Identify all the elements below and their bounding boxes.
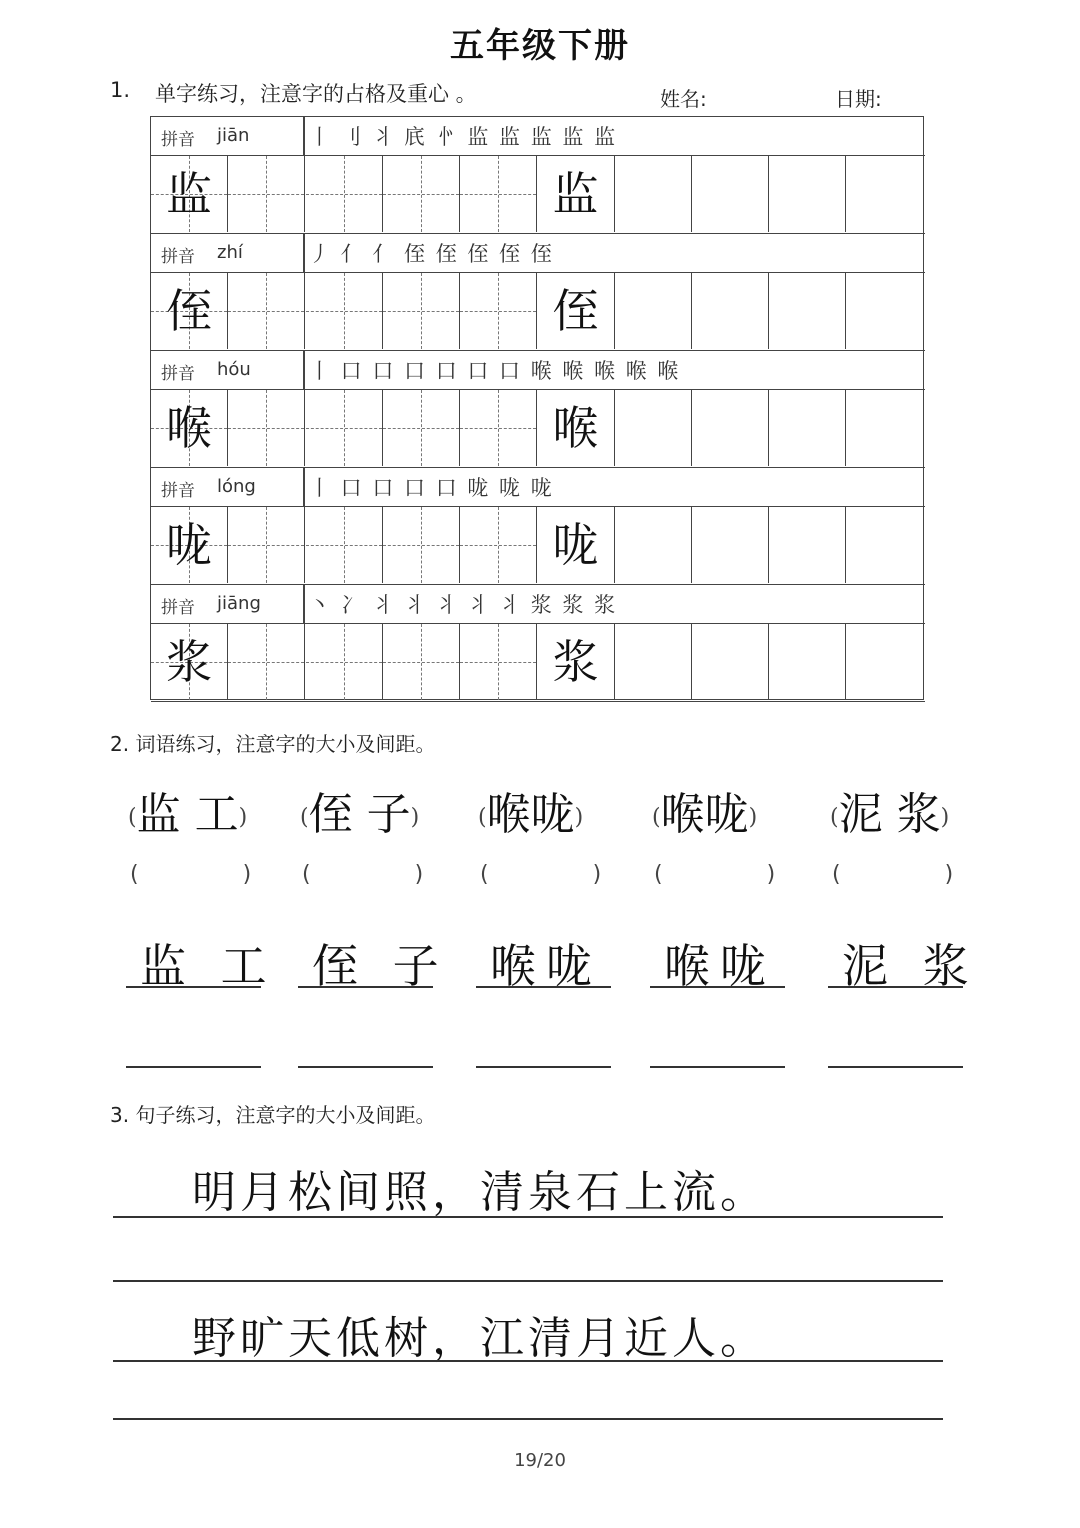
- writing-cell[interactable]: [151, 624, 228, 700]
- writing-cell[interactable]: [383, 273, 460, 349]
- pinyin-row: [151, 585, 925, 624]
- paren-open: (: [654, 862, 663, 887]
- pinyin-divider: [303, 351, 305, 389]
- word-writing-line[interactable]: [476, 986, 611, 988]
- name-label: 姓名:: [660, 87, 707, 111]
- cell-guide-horizontal: [460, 428, 536, 429]
- trace-character: 咙: [552, 518, 599, 572]
- writing-cell[interactable]: [383, 390, 460, 466]
- paren-close: ): [410, 805, 420, 830]
- word-with-parentheses: [478, 778, 583, 842]
- writing-cell[interactable]: [538, 390, 615, 466]
- section2-instruction: 2. 词语练习，注意字的大小及间距。: [110, 732, 436, 756]
- model-character: 喉: [166, 401, 212, 455]
- writing-cell[interactable]: [460, 390, 537, 466]
- sentence-writing-line[interactable]: [113, 1280, 943, 1282]
- pinyin-label: 拼音: [161, 598, 195, 618]
- model-character: 监: [166, 167, 212, 221]
- word-text: 喉咙: [486, 789, 575, 840]
- writing-cell[interactable]: [847, 507, 924, 583]
- blank-parentheses[interactable]: [480, 862, 601, 887]
- sentence-writing-line[interactable]: [113, 1216, 943, 1218]
- pinyin-divider: [303, 468, 305, 506]
- cell-guide-horizontal: [228, 662, 304, 663]
- paren-open: (: [832, 862, 841, 887]
- model-character: 侄: [166, 284, 212, 338]
- cell-guide-horizontal: [306, 662, 382, 663]
- stroke-order: 丶 冫 丬 丬 丬 丬 丬 浆 浆 浆: [309, 593, 618, 617]
- pinyin-value: zhí: [217, 242, 243, 263]
- word-writing-sample: 喉咙: [664, 939, 776, 993]
- writing-cell[interactable]: [151, 390, 228, 466]
- writing-cell[interactable]: [306, 624, 383, 700]
- trace-character: 监: [552, 167, 599, 221]
- character-row: [151, 507, 925, 585]
- word-writing-line[interactable]: [828, 986, 963, 988]
- cell-guide-horizontal: [306, 545, 382, 546]
- writing-cell[interactable]: [228, 156, 305, 232]
- writing-cell[interactable]: [769, 156, 846, 232]
- pinyin-value: jiān: [217, 125, 250, 146]
- writing-cell[interactable]: [306, 390, 383, 466]
- writing-cell[interactable]: [460, 273, 537, 349]
- word-text: 监 工: [136, 789, 239, 840]
- word-with-parentheses: [652, 778, 757, 842]
- cell-guide-horizontal: [306, 194, 382, 195]
- cell-guide-horizontal: [228, 311, 304, 312]
- stroke-order: 丿 亻 亻 侄 侄 侄 侄 侄: [309, 242, 554, 266]
- character-row: [151, 273, 925, 351]
- writing-cell[interactable]: [847, 156, 924, 232]
- cell-guide-horizontal: [228, 545, 304, 546]
- word-writing-line[interactable]: [126, 1066, 261, 1068]
- writing-cell[interactable]: [692, 156, 769, 232]
- writing-cell[interactable]: [383, 624, 460, 700]
- model-character: 咙: [166, 518, 212, 572]
- word-writing-line[interactable]: [650, 1066, 785, 1068]
- paren-close: ): [748, 805, 758, 830]
- writing-cell[interactable]: [306, 273, 383, 349]
- cell-guide-horizontal: [460, 311, 536, 312]
- date-label: 日期:: [835, 87, 882, 111]
- word-writing-line[interactable]: [298, 986, 433, 988]
- writing-cell[interactable]: [151, 273, 228, 349]
- paren-open: (: [830, 805, 839, 830]
- writing-cell[interactable]: [306, 507, 383, 583]
- word-writing-sample: 泥 浆: [842, 939, 979, 993]
- writing-cell[interactable]: [538, 624, 615, 700]
- page-title: 五年级下册: [450, 26, 630, 66]
- writing-cell[interactable]: [460, 624, 537, 700]
- writing-cell[interactable]: [847, 624, 924, 700]
- writing-cell[interactable]: [151, 156, 228, 232]
- writing-cell[interactable]: [228, 273, 305, 349]
- blank-parentheses[interactable]: [302, 862, 423, 887]
- pinyin-divider: [303, 234, 305, 272]
- blank-parentheses[interactable]: [130, 862, 251, 887]
- stroke-order: 丨 口 口 口 口 口 口 喉 喉 喉 喉 喉: [309, 359, 681, 383]
- paren-close: ): [944, 862, 954, 887]
- pinyin-row: [151, 468, 925, 507]
- sentence-writing-line[interactable]: [113, 1418, 943, 1420]
- trace-character: 侄: [552, 284, 599, 338]
- writing-cell[interactable]: [769, 624, 846, 700]
- character-practice-grid: [150, 116, 924, 700]
- writing-cell[interactable]: [769, 390, 846, 466]
- paren-open: (: [128, 805, 137, 830]
- paren-close: ): [574, 805, 584, 830]
- character-row: [151, 390, 925, 468]
- character-row: [151, 156, 925, 234]
- character-row: [151, 624, 925, 702]
- word-writing-sample: 监 工: [140, 939, 277, 993]
- pinyin-row: [151, 234, 925, 273]
- blank-parentheses[interactable]: [832, 862, 953, 887]
- pinyin-divider: [303, 117, 305, 155]
- cell-guide-horizontal: [460, 545, 536, 546]
- paren-open: (: [652, 805, 661, 830]
- cell-guide-horizontal: [383, 428, 459, 429]
- paren-close: ): [592, 862, 602, 887]
- word-with-parentheses: [830, 778, 949, 842]
- cell-guide-horizontal: [460, 194, 536, 195]
- word-writing-line[interactable]: [650, 986, 785, 988]
- paren-open: (: [302, 862, 311, 887]
- writing-cell[interactable]: [847, 390, 924, 466]
- paren-close: ): [940, 805, 950, 830]
- word-text: 喉咙: [660, 789, 749, 840]
- paren-open: (: [480, 862, 489, 887]
- writing-cell[interactable]: [383, 507, 460, 583]
- paren-open: (: [300, 805, 309, 830]
- word-with-parentheses: [300, 778, 419, 842]
- pinyin-divider: [303, 585, 305, 623]
- stroke-order: 丨 口 口 口 口 咙 咙 咙: [309, 476, 554, 500]
- word-text: 泥 浆: [838, 789, 941, 840]
- paren-close: ): [242, 862, 252, 887]
- section1-number: 1.: [110, 78, 131, 102]
- cell-guide-horizontal: [383, 662, 459, 663]
- pinyin-value: jiāng: [217, 593, 261, 614]
- word-writing-line[interactable]: [298, 1066, 433, 1068]
- pinyin-value: hóu: [217, 359, 251, 380]
- sentence-sample: 明月松间照，清泉石上流。: [192, 1167, 768, 1218]
- writing-cell[interactable]: [692, 624, 769, 700]
- writing-cell[interactable]: [228, 624, 305, 700]
- paren-close: ): [766, 862, 776, 887]
- writing-cell[interactable]: [228, 507, 305, 583]
- writing-cell[interactable]: [615, 624, 692, 700]
- word-writing-sample: 喉咙: [490, 939, 602, 993]
- sentence-writing-line[interactable]: [113, 1360, 943, 1362]
- cell-guide-horizontal: [306, 428, 382, 429]
- writing-cell[interactable]: [692, 507, 769, 583]
- writing-cell[interactable]: [615, 390, 692, 466]
- writing-cell[interactable]: [306, 156, 383, 232]
- stroke-order: 丨 刂 丬 㡳 㣺 监 监 监 监 监: [309, 125, 618, 149]
- pinyin-label: 拼音: [161, 481, 195, 501]
- word-writing-line[interactable]: [828, 1066, 963, 1068]
- writing-cell[interactable]: [615, 273, 692, 349]
- blank-parentheses[interactable]: [654, 862, 775, 887]
- cell-guide-horizontal: [383, 545, 459, 546]
- writing-cell[interactable]: [615, 156, 692, 232]
- word-writing-sample: 侄 子: [312, 939, 449, 993]
- writing-cell[interactable]: [615, 507, 692, 583]
- word-writing-line[interactable]: [476, 1066, 611, 1068]
- writing-cell[interactable]: [460, 156, 537, 232]
- writing-cell[interactable]: [538, 507, 615, 583]
- model-character: 浆: [166, 635, 212, 689]
- pinyin-label: 拼音: [161, 364, 195, 384]
- writing-cell[interactable]: [769, 273, 846, 349]
- cell-guide-horizontal: [460, 662, 536, 663]
- writing-cell[interactable]: [383, 156, 460, 232]
- word-with-parentheses: [128, 778, 247, 842]
- sentence-sample: 野旷天低树，江清月近人。: [192, 1313, 768, 1364]
- word-writing-line[interactable]: [126, 986, 261, 988]
- pinyin-row: [151, 351, 925, 390]
- cell-guide-horizontal: [228, 428, 304, 429]
- cell-guide-horizontal: [306, 311, 382, 312]
- section3-instruction: 3. 句子练习，注意字的大小及间距。: [110, 1103, 436, 1127]
- word-text: 侄 子: [308, 789, 411, 840]
- paren-close: ): [238, 805, 248, 830]
- trace-character: 喉: [552, 401, 599, 455]
- cell-guide-horizontal: [383, 194, 459, 195]
- cell-guide-horizontal: [228, 194, 304, 195]
- pinyin-value: lóng: [217, 476, 256, 497]
- writing-cell[interactable]: [538, 156, 615, 232]
- section1-instruction: 单字练习，注意字的占格及重心 。: [155, 82, 477, 106]
- writing-cell[interactable]: [151, 507, 228, 583]
- writing-cell[interactable]: [460, 507, 537, 583]
- paren-open: (: [478, 805, 487, 830]
- writing-cell[interactable]: [847, 273, 924, 349]
- pinyin-label: 拼音: [161, 247, 195, 267]
- trace-character: 浆: [552, 635, 599, 689]
- writing-cell[interactable]: [769, 507, 846, 583]
- page-number: 19/20: [514, 1450, 566, 1471]
- pinyin-row: [151, 117, 925, 156]
- writing-cell[interactable]: [538, 273, 615, 349]
- paren-open: (: [130, 862, 139, 887]
- writing-cell[interactable]: [692, 273, 769, 349]
- paren-close: ): [414, 862, 424, 887]
- writing-cell[interactable]: [692, 390, 769, 466]
- writing-cell[interactable]: [228, 390, 305, 466]
- cell-guide-horizontal: [383, 311, 459, 312]
- pinyin-label: 拼音: [161, 130, 195, 150]
